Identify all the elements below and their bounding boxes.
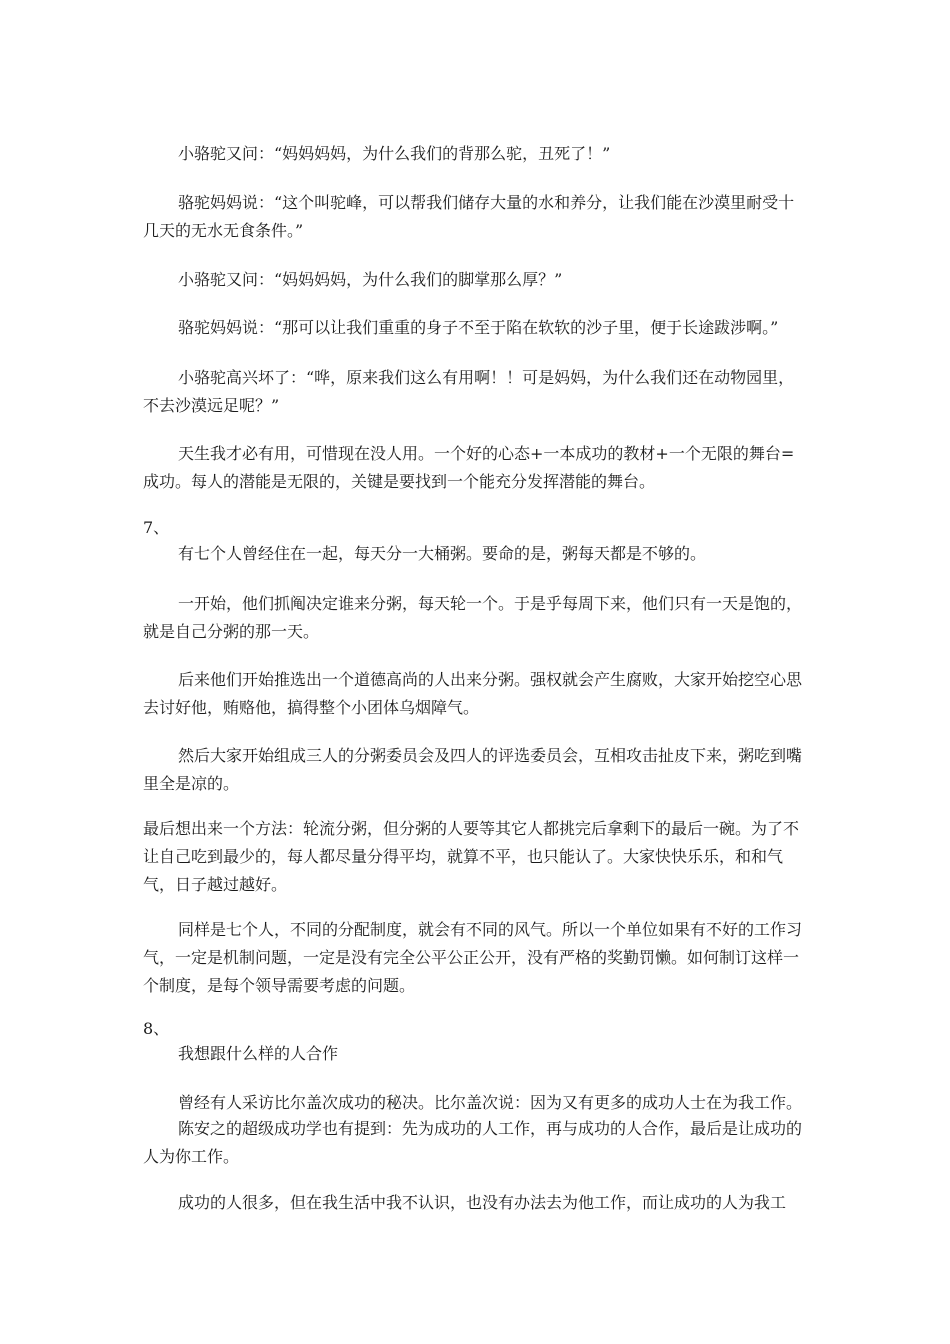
paragraph-camel-happy: 小骆驼高兴坏了：“哗，原来我们这么有用啊！！可是妈妈，为什么我们还在动物园里，不去沙漠远足呢？” bbox=[143, 368, 795, 415]
paragraph-porridge-committee: 然后大家开始组成三人的分粥委员会及四人的评选委员会，互相攻击扯皮下来，粥吃到嘴里全是凉的。 bbox=[143, 746, 803, 793]
paragraph-porridge-lottery: 一开始，他们抓阄决定谁来分粥，每天轮一个。于是乎每周下来，他们只有一天是饱的，就是自己分粥的那一天。 bbox=[143, 594, 803, 641]
paragraph-moral-stage: 天生我才必有用，可惜现在没人用。一个好的心态+一本成功的教材+一个无限的舞台=成功。每人的潜能是无限的，关键是要找到一个能充分发挥潜能的舞台。 bbox=[143, 444, 795, 491]
paragraph-porridge-conclusion: 同样是七个人，不同的分配制度，就会有不同的风气。所以一个单位如果有不好的工作习气，一定是机制问题，一定是没有完全公平公正公开，没有严格的奖勤罚懒。如何制订这样一个制度，是每个领导需要考虑的问题。 bbox=[143, 920, 803, 995]
paragraph-successful-people: 成功的人很多，但在我生活中我不认识，也没有办法去为他工作，而让成功的人为我工 bbox=[178, 1193, 787, 1212]
paragraph-camel-answer-feet: 骆驼妈妈说：“那可以让我们重重的身子不至于陷在软软的沙子里，便于长途跋涉啊。” bbox=[178, 318, 779, 337]
paragraph-bill-gates: 曾经有人采访比尔盖次成功的秘决。比尔盖次说：因为又有更多的成功人士在为我工作。 bbox=[178, 1093, 803, 1112]
section-number-7: 7、 bbox=[143, 518, 170, 537]
section-title-cooperation: 我想跟什么样的人合作 bbox=[178, 1044, 339, 1063]
paragraph-chen-anzhi: 陈安之的超级成功学也有提到：先为成功的人工作，再与成功的人合作，最后是让成功的人为你工作。 bbox=[143, 1119, 803, 1166]
paragraph-porridge-moral-person: 后来他们开始推选出一个道德高尚的人出来分粥。强权就会产生腐败，大家开始挖空心思去讨好他，贿赂他，搞得整个小团体乌烟障气。 bbox=[143, 670, 803, 717]
paragraph-camel-question-back: 小骆驼又问：“妈妈妈妈，为什么我们的背那么驼，丑死了！” bbox=[178, 144, 611, 163]
paragraph-camel-answer-hump: 骆驼妈妈说：“这个叫驼峰，可以帮我们储存大量的水和养分，让我们能在沙漠里耐受十几天的无水无食条件。” bbox=[143, 193, 795, 240]
section-number-8: 8、 bbox=[143, 1019, 170, 1038]
paragraph-porridge-solution: 最后想出来一个方法：轮流分粥，但分粥的人要等其它人都挑完后拿剩下的最后一碗。为了不让自己吃到最少的，每人都尽量分得平均，就算不平，也只能认了。大家快快乐乐，和和气气，日子越过越好。 bbox=[143, 819, 800, 894]
paragraph-porridge-intro: 有七个人曾经住在一起，每天分一大桶粥。要命的是，粥每天都是不够的。 bbox=[178, 544, 707, 563]
paragraph-camel-question-feet: 小骆驼又问：“妈妈妈妈，为什么我们的脚掌那么厚？” bbox=[178, 270, 563, 289]
